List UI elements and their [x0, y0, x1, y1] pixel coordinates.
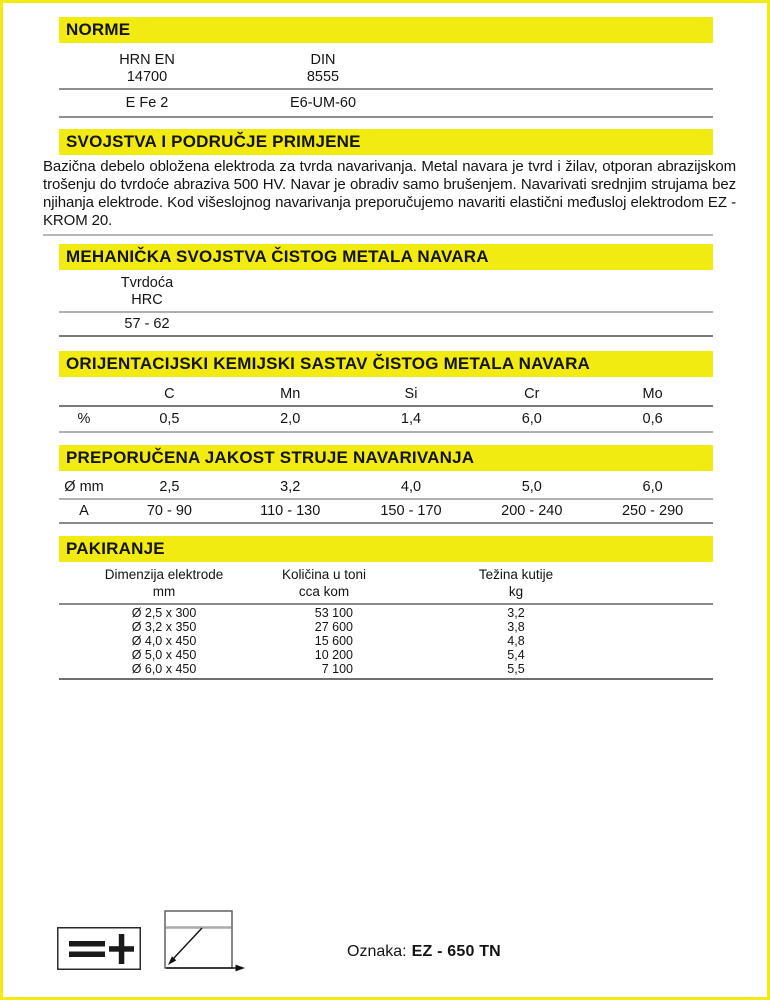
packaging-quantity: 10 200: [314, 648, 353, 662]
current-table: [59, 476, 713, 524]
current-amps-range: 150 - 170: [380, 503, 442, 519]
section-header-svojstva: [59, 129, 713, 155]
packaging-col-unit: kg: [508, 584, 524, 599]
section-header-pakiranje: [59, 536, 713, 562]
welding-position-icon: [164, 910, 248, 974]
current-amps-range: 200 - 240: [501, 503, 563, 519]
section-title-svojstva: SVOJSTVA I PODRUČJE PRIMJENE: [66, 132, 361, 151]
norme-empty-cell: [411, 90, 713, 116]
packaging-weight: 3,2: [507, 606, 525, 620]
section-title-kemijski: ORIJENTACIJSKI KEMIJSKI SASTAV ČISTOG METALA NAVARA: [66, 354, 591, 373]
chemical-element: C: [164, 386, 175, 402]
norme-standards-row: [59, 52, 713, 90]
mechanical-empty-cell: [411, 313, 713, 335]
current-diameter: 4,0: [400, 479, 422, 495]
section-header-kemijski: [59, 351, 713, 377]
norme-grades-row: [59, 90, 713, 118]
norme-standard-name: HRN EN: [119, 52, 175, 68]
norme-standard-name: DIN: [310, 52, 336, 68]
table-row: [59, 634, 713, 648]
packaging-quantity: 27 600: [314, 620, 353, 634]
current-amps-range: 70 - 90: [146, 503, 192, 519]
mechanical-empty-cell: [235, 313, 411, 335]
packaging-col-weight: [379, 566, 653, 600]
packaging-header-row: [59, 566, 713, 605]
norme-table: [59, 52, 713, 118]
current-amps-row: [59, 500, 713, 524]
chemical-row-label: %: [77, 411, 91, 427]
table-row: [59, 648, 713, 662]
current-diameter: 6,0: [642, 479, 663, 495]
section-title-pakiranje: PAKIRANJE: [66, 539, 165, 558]
packaging-col-header: Težina kutije: [478, 567, 554, 582]
packaging-rows: [59, 605, 713, 680]
chemical-value: 6,0: [521, 411, 542, 427]
norme-empty-cell: [411, 52, 713, 86]
mechanical-empty-cell: [411, 275, 713, 309]
current-amps-range: 110 - 130: [260, 503, 321, 519]
current-diameter: 2,5: [159, 479, 180, 495]
table-row: [59, 662, 713, 676]
mechanical-value-row: [59, 313, 713, 337]
current-diameter: 3,2: [280, 479, 301, 495]
chemical-value: 2,0: [280, 411, 301, 427]
paragraph-divider: [43, 234, 713, 236]
mechanical-hardness-value: 57 - 62: [124, 316, 170, 332]
chemical-value: 1,4: [400, 411, 422, 427]
section-title-struja: PREPORUČENA JAKOST STRUJE NAVARIVANJA: [66, 448, 475, 467]
packaging-empty-cell: [653, 662, 713, 676]
packaging-quantity: 53 100: [314, 606, 353, 620]
mechanical-property-unit: HRC: [131, 292, 163, 308]
section-header-struja: [59, 445, 713, 471]
packaging-empty-cell: [653, 620, 713, 634]
mechanical-property-name: Tvrdoća: [120, 275, 174, 291]
packaging-empty-cell: [653, 634, 713, 648]
packaging-dimension: Ø 2,5 x 300: [131, 606, 197, 620]
packaging-dimension: Ø 5,0 x 450: [131, 648, 197, 662]
norme-standard-number: 8555: [306, 69, 340, 85]
packaging-empty-cell: [653, 606, 713, 620]
packaging-weight: 5,4: [507, 648, 525, 662]
oznaka-label: Oznaka:: [347, 943, 407, 960]
chemical-value: 0,5: [159, 411, 180, 427]
current-diameter-label: Ø mm: [64, 479, 104, 495]
packaging-quantity: 15 600: [314, 634, 353, 648]
mechanical-header-row: [59, 275, 713, 313]
current-diameter: 5,0: [521, 479, 542, 495]
packaging-weight: 4,8: [507, 634, 525, 648]
current-amps-label: A: [79, 503, 89, 519]
packaging-col-header: Dimenzija elektrode: [104, 567, 224, 582]
section-header-mehanicka: [59, 244, 713, 270]
packaging-col-dimension: [59, 566, 269, 600]
table-row: [59, 606, 713, 620]
packaging-table: [59, 566, 713, 680]
packaging-col-header: Količina u toni: [281, 567, 367, 582]
chemical-element: Mn: [280, 386, 301, 402]
datasheet-content: [3, 3, 767, 680]
chemical-element: Mo: [642, 386, 663, 402]
description-paragraph: Bazična debelo obložena elektroda za tvrda navarivanja. Metal navara je tvrd i žilav, otporan abrazijskom trošenju do tvrdoće abraziva 500 HV. Navar je obradiv samo brušenjem. Navarivati srednjim strujama bez njihanja elektrode. Kod višeslojnog navarivanja preporučujemo navariti elastični međusloj elektrodom EZ - KROM 20.: [43, 158, 736, 229]
norme-grade: E Fe 2: [125, 95, 169, 111]
chemical-value: 0,6: [642, 411, 663, 427]
oznaka-text: [347, 943, 501, 961]
packaging-quantity: 7 100: [321, 662, 353, 676]
packaging-col-unit: cca kom: [298, 584, 350, 599]
section-header-norme: [59, 17, 713, 43]
chemical-element: Cr: [524, 386, 540, 402]
norme-standard-cell: [59, 52, 235, 86]
packaging-weight: 3,8: [507, 620, 525, 634]
packaging-weight: 5,5: [507, 662, 525, 676]
section-title-norme: NORME: [66, 20, 131, 39]
current-amps-range: 250 - 290: [621, 503, 684, 519]
packaging-dimension: Ø 6,0 x 450: [131, 662, 197, 676]
section-title-mehanicka: MEHANIČKA SVOJSTVA ČISTOG METALA NAVARA: [66, 247, 489, 266]
packaging-col-unit: mm: [152, 584, 176, 599]
mechanical-property-cell: [59, 275, 235, 309]
norme-standard-number: 14700: [126, 69, 168, 85]
dc-polarity-plus-icon: [57, 927, 141, 970]
footer: [3, 903, 767, 988]
packaging-empty-cell: [653, 648, 713, 662]
packaging-empty-cell: [653, 566, 713, 600]
current-diameter-row: [59, 476, 713, 500]
chemical-header-row: [59, 384, 713, 407]
packaging-dimension: Ø 4,0 x 450: [131, 634, 197, 648]
mechanical-table: [59, 275, 713, 337]
norme-grade: E6-UM-60: [289, 95, 357, 111]
chemical-table: [59, 384, 713, 433]
chemical-values-row: [59, 407, 713, 433]
mechanical-empty-cell: [235, 275, 411, 309]
product-designation: EZ - 650 TN: [411, 943, 501, 960]
packaging-dimension: Ø 3,2 x 350: [131, 620, 197, 634]
chemical-empty-cell: [59, 386, 109, 402]
chemical-element: Si: [404, 386, 418, 402]
norme-standard-cell: [235, 52, 411, 86]
table-row: [59, 620, 713, 634]
packaging-col-quantity: [269, 566, 379, 600]
